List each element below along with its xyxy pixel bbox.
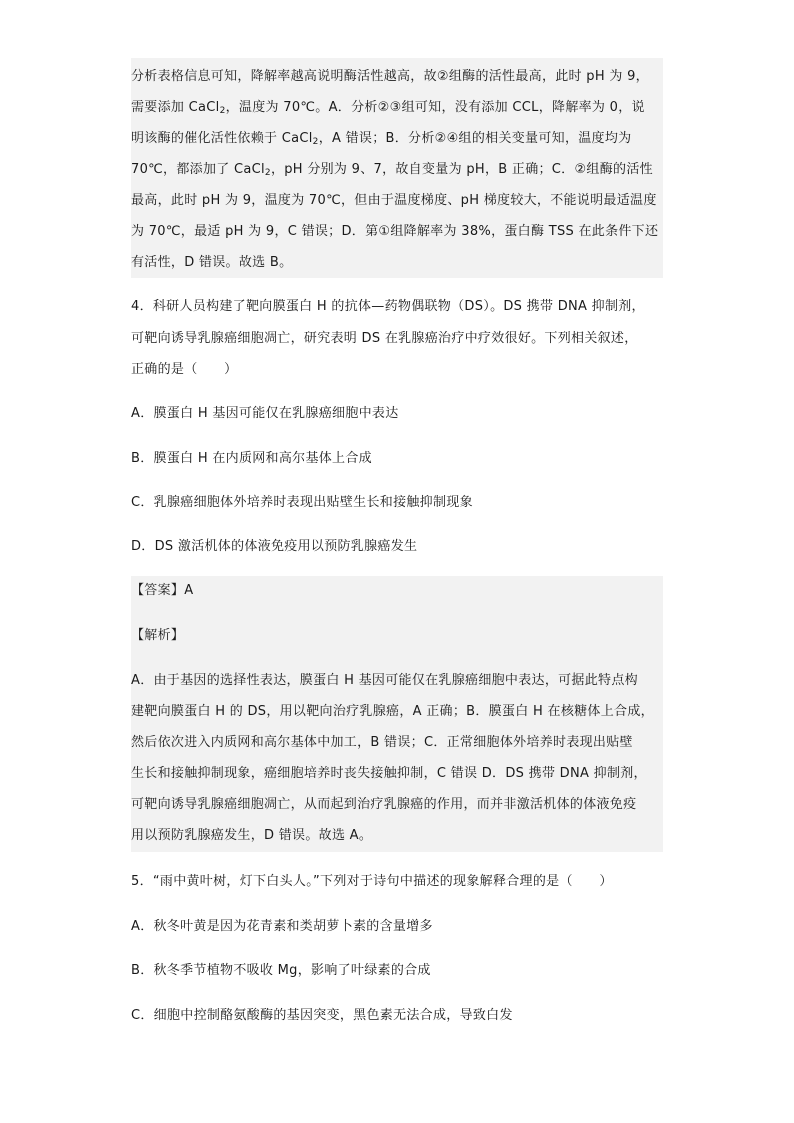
q4-stem-line-2: 可靶向诱导乳腺癌细胞凋亡，研究表明 DS 在乳腺癌治疗中疗效很好。下列相关叙述，: [131, 331, 638, 346]
q4-option-b: B．膜蛋白 H 在内质网和高尔基体上合成: [131, 451, 372, 466]
q4-analysis-line-4: 生长和接触抑制现象，癌细胞培养时丧失接触抑制，C 错误 D．DS 携带 DNA 抑制剂，: [131, 766, 647, 781]
analysis-top-line-5: 最高，此时 pH 为 9，温度为 70℃，但由于温度梯度、pH 梯度较大，不能说明最适温度: [131, 193, 657, 208]
analysis-top-line-3: 明该酶的催化活性依赖于 CaCl$_2$，A 错误；B．分析②④组的相关变量可知，温度均为: [131, 131, 632, 147]
q4-analysis-line-5: 可靶向诱导乳腺癌细胞凋亡，从而起到治疗乳腺癌的作用，而并非激活机体的体液免疫: [131, 797, 637, 812]
q4-analysis-heading: 【解析】: [131, 628, 185, 643]
analysis-top-line-6: 为 70℃，最适 pH 为 9，C 错误；D．第①组降解率为 38%，蛋白酶 TSS 在此条件下还: [131, 224, 659, 239]
q4-answer: 【答案】A: [131, 583, 194, 598]
q4-stem-line-3: 正确的是（ ）: [131, 362, 238, 377]
q4-option-d: D．DS 激活机体的体液免疫用以预防乳腺癌发生: [131, 539, 418, 554]
q4-analysis-line-6: 用以预防乳腺癌发生，D 错误。故选 A。: [131, 828, 373, 843]
q5-option-b: B．秋冬季节植物不吸收 Mg，影响了叶绿素的合成: [131, 963, 431, 978]
analysis-top-line-1: 分析表格信息可知，降解率越高说明酶活性越高，故②组酶的活性最高，此时 pH 为 9，: [131, 69, 649, 84]
q5-stem: 5．“雨中黄叶树，灯下白头人。”下列对于诗句中描述的现象解释合理的是（ ）: [131, 874, 613, 889]
q5-option-c: C．细胞中控制酪氨酸酶的基因突变，黑色素无法合成，导致白发: [131, 1008, 513, 1023]
q4-option-c: C．乳腺癌细胞体外培养时表现出贴壁生长和接触抑制现象: [131, 495, 473, 510]
analysis-top-line-7: 有活性，D 错误。故选 B。: [131, 255, 293, 270]
analysis-top-line-4: 70℃，都添加了 CaCl$_2$，pH 分别为 9、7，故自变量为 pH，B 正确；C．②组酶的活性: [131, 162, 653, 178]
q4-analysis-line-1: A．由于基因的选择性表达，膜蛋白 H 基因可能仅在乳腺癌细胞中表达，可据此特点构: [131, 673, 638, 688]
analysis-top-line-2: 需要添加 CaCl$_2$，温度为 70℃。A．分析②③组可知，没有添加 CCL，降解率为 0，说: [131, 100, 645, 116]
q5-option-a: A．秋冬叶黄是因为花青素和类胡萝卜素的含量增多: [131, 919, 433, 934]
q4-option-a: A．膜蛋白 H 基因可能仅在乳腺癌细胞中表达: [131, 406, 399, 421]
q4-stem-line-1: 4．科研人员构建了靶向膜蛋白 H 的抗体—药物偶联物（DS）。DS 携带 DNA 抑制剂，: [131, 299, 645, 314]
q4-analysis-line-2: 建靶向膜蛋白 H 的 DS，用以靶向治疗乳腺癌，A 正确；B．膜蛋白 H 在核糖体上合成，: [131, 704, 654, 719]
q4-analysis-line-3: 然后依次进入内质网和高尔基体中加工，B 错误；C．正常细胞体外培养时表现出贴壁: [131, 735, 633, 750]
